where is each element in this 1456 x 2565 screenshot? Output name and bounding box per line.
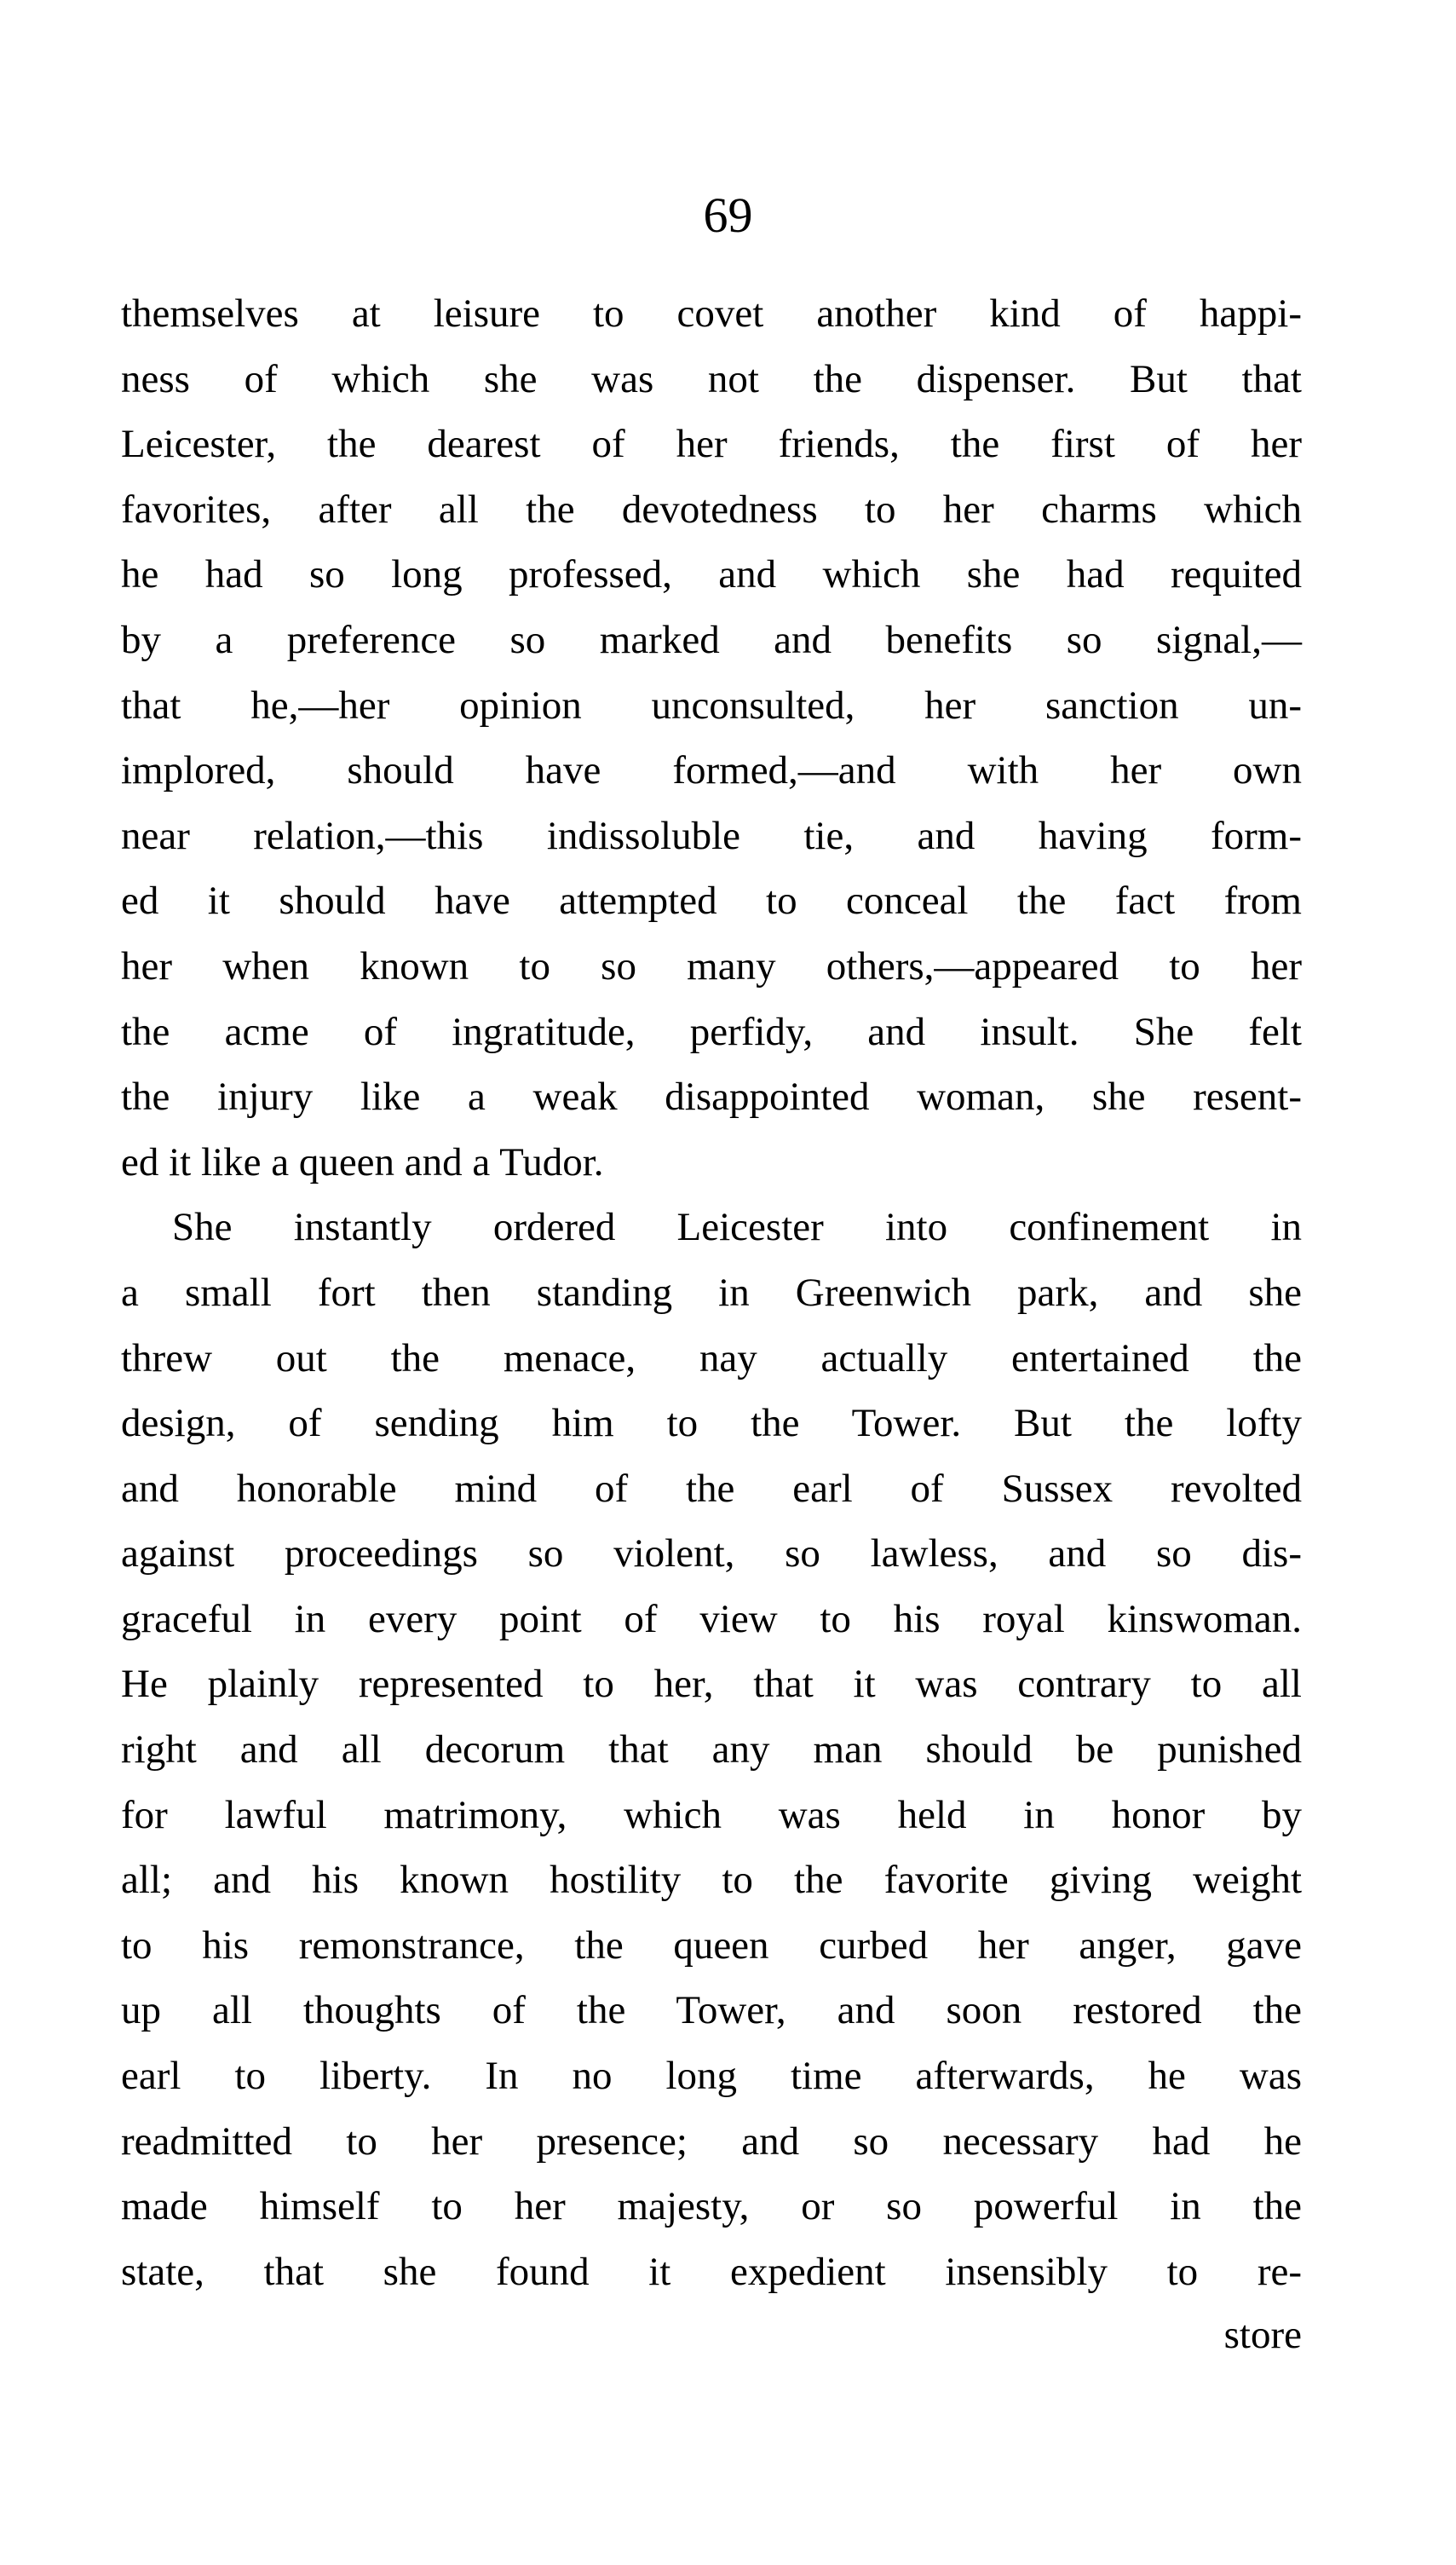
text-line: graceful in every point of view to his royal kinswoman.	[121, 1596, 1302, 1641]
text-line: all; and his known hostility to the favorite giving weight	[121, 1858, 1302, 1903]
text-line: He plainly represented to her, that it was contrary to all	[121, 1662, 1302, 1707]
text-line: readmitted to her presence; and so necessary had he	[121, 2118, 1302, 2164]
text-line: threw out the menace, nay actually entertained the	[121, 1335, 1302, 1380]
text-line: by a preference so marked and benefits so signal,—	[121, 617, 1302, 662]
text-line: to his remonstrance, the queen curbed her anger, gave	[121, 1922, 1302, 1968]
text-line: She instantly ordered Leicester into confinement in	[172, 1205, 1302, 1250]
text-line: implored, should have formed,—and with her own	[121, 748, 1302, 793]
text-line: for lawful matrimony, which was held in honor by	[121, 1792, 1302, 1837]
text-line: made himself to her majesty, or so powerful in the	[121, 2184, 1302, 2229]
text-line: near relation,—this indissoluble tie, and having form-	[121, 813, 1302, 858]
text-line: ed it like a queen and a Tudor.	[121, 1139, 604, 1185]
text-line: up all thoughts of the Tower, and soon restored the	[121, 1988, 1302, 2033]
text-line: a small fort then standing in Greenwich park, and she	[121, 1270, 1302, 1315]
text-line: that he,—her opinion unconsulted, her sanction un-	[121, 683, 1302, 728]
text-line: the injury like a weak disappointed woman, she resent-	[121, 1075, 1302, 1120]
text-line: favorites, after all the devotedness to her charms which	[121, 487, 1302, 532]
text-line: state, that she found it expedient insensibly to re-	[121, 2249, 1302, 2294]
text-line: and honorable mind of the earl of Sussex revolted	[121, 1466, 1302, 1511]
text-line: her when known to so many others,—appeared to her	[121, 943, 1302, 989]
catchword: store	[1223, 2313, 1302, 2357]
text-line: right and all decorum that any man should be punished	[121, 1727, 1302, 1772]
text-line: design, of sending him to the Tower. But the lofty	[121, 1401, 1302, 1446]
body-text	[121, 281, 1302, 2304]
text-line: against proceedings so violent, so lawless, and so dis-	[121, 1531, 1302, 1576]
text-line: ed it should have attempted to conceal the fact from	[121, 879, 1302, 924]
text-line: earl to liberty. In no long time afterwards, he was	[121, 2054, 1302, 2099]
text-line: themselves at leisure to covet another kind of happi-	[121, 291, 1302, 336]
text-line: Leicester, the dearest of her friends, the first of her	[121, 422, 1302, 467]
text-line: the acme of ingratitude, perfidy, and insult. She felt	[121, 1009, 1302, 1054]
text-line: he had so long professed, and which she had requited	[121, 552, 1302, 597]
text-line: ness of which she was not the dispenser. But that	[121, 356, 1302, 401]
page-number: 69	[703, 187, 753, 243]
